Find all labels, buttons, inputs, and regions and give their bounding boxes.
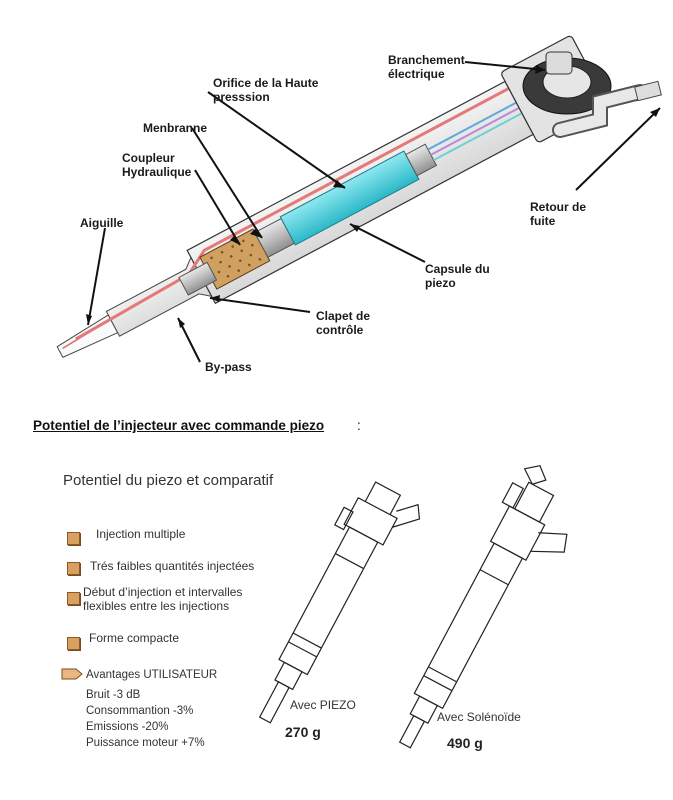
bullet-forme-compacte: Forme compacte	[89, 631, 180, 645]
bullet-debut-injection-line1: Début d’injection et intervalles	[83, 585, 243, 599]
label-line: Retour de	[530, 200, 587, 214]
square-bullet-icon	[67, 592, 80, 605]
label-line: By-pass	[205, 360, 252, 374]
label-line: contrôle	[316, 323, 364, 337]
label-by-pass	[205, 360, 252, 374]
square-bullet-icon	[67, 562, 80, 575]
advantage-bruit: Bruit -3 dB	[86, 689, 141, 701]
label-branchement-electrique	[388, 53, 465, 81]
arrow-bullet-icon	[61, 668, 83, 680]
label-line: fuite	[530, 214, 556, 228]
label-menbranne	[143, 121, 207, 135]
label-line: presssion	[213, 90, 270, 104]
label-coupleur-hydraulique	[122, 151, 191, 179]
weight-piezo: 270 g	[285, 724, 321, 740]
label-orifice-haute-pression	[213, 76, 318, 104]
bullet-faibles-quantites: Trés faibles quantités injectées	[90, 559, 255, 573]
label-line: Coupleur	[122, 151, 175, 165]
caption-solenoide: Avec Solénoïde	[437, 710, 521, 724]
bullet-injection-multiple: Injection multiple	[96, 527, 186, 541]
caption-piezo: Avec PIEZO	[290, 698, 356, 712]
label-retour-de-fuite	[530, 200, 586, 228]
advantages-title: Avantages UTILISATEUR	[86, 669, 218, 681]
label-line: Capsule du	[425, 262, 490, 276]
label-line: piezo	[425, 276, 456, 290]
label-line: Aiguille	[80, 216, 124, 230]
label-aiguille	[80, 216, 123, 230]
label-capsule-du-piezo	[425, 262, 490, 290]
label-line: Orifice de la Haute	[213, 76, 319, 90]
bullet-debut-injection-line2: flexibles entre les injections	[83, 599, 230, 613]
label-clapet-de-controle	[316, 309, 370, 337]
label-line: Branchement	[388, 53, 465, 67]
advantage-emissions: Emissions -20%	[86, 721, 169, 733]
section-subtitle: Potentiel du piezo et comparatif	[63, 472, 274, 489]
square-bullet-icon	[67, 532, 80, 545]
square-bullet-icon	[67, 637, 80, 650]
section-heading: Potentiel de l’injecteur avec commande piezo	[33, 418, 325, 433]
label-line: Clapet de	[316, 309, 371, 323]
label-line: Menbranne	[143, 121, 208, 135]
section-heading-colon: :	[357, 418, 361, 433]
label-line: électrique	[388, 67, 445, 81]
weight-solenoide: 490 g	[447, 735, 483, 751]
advantage-consommation: Consommantion -3%	[86, 705, 194, 717]
advantage-puissance: Puissance moteur +7%	[86, 737, 205, 749]
label-line: Hydraulique	[122, 165, 192, 179]
